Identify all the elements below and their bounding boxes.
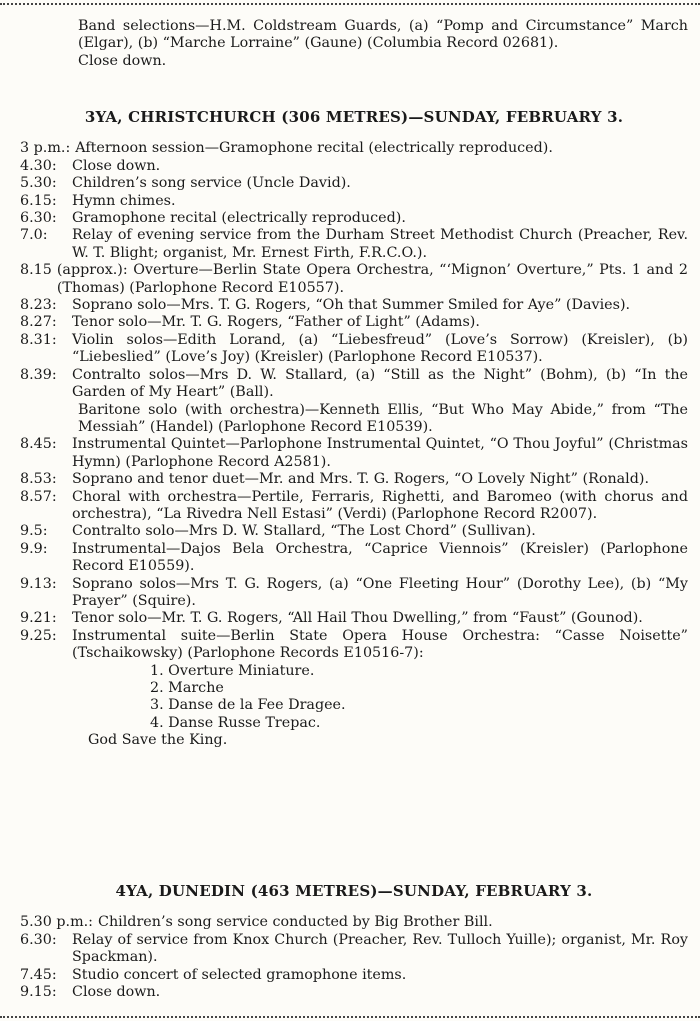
entry-text: Close down. — [72, 984, 161, 1001]
entry-text: Instrumental Quintet—Parlophone Instrumental Quintet, “O Thou Joyful” (Christmas Hymn) (Parlophone Record A2581). — [72, 436, 688, 470]
list-item — [20, 314, 688, 331]
entry-text: Choral with orchestra—Pertile, Ferraris, Righetti, and Baromeo (with chorus and orchestra), “La Rivedra Nell Estasi” (Verdi) (Parlophone Record R2007). — [72, 488, 688, 522]
list-item — [20, 436, 688, 471]
entry-time: 5.30: — [20, 175, 57, 192]
entry-text: Studio concert of selected gramophone items. — [72, 966, 407, 983]
list-item — [20, 967, 688, 984]
list-item — [20, 914, 688, 931]
top-dotted-rule — [0, 3, 700, 5]
entry-time: 7.0: — [20, 227, 48, 244]
entry-text: Afternoon session—Gramophone recital (electrically reproduced). — [75, 140, 553, 157]
top-block — [20, 18, 688, 70]
entry-text: Hymn chimes. — [72, 192, 176, 209]
entry-time: 9.13: — [20, 575, 57, 592]
entry-time: 6.30: — [20, 931, 57, 948]
entry-time: 8.27: — [20, 314, 57, 331]
list-item — [20, 628, 688, 663]
entry-time: 8.23: — [20, 297, 57, 314]
list-item — [20, 541, 688, 576]
suite-item: 1. Overture Miniature. — [150, 662, 315, 679]
entry-text: Tenor solo—Mr. T. G. Rogers, “All Hail Thou Dwelling,” from “Faust” (Gounod). — [72, 610, 643, 627]
entry-time: 9.21: — [20, 610, 57, 627]
suite-item: 3. Danse de la Fee Dragee. — [150, 697, 346, 714]
entry-text: Soprano and tenor duet—Mr. and Mrs. T. G. Rogers, “O Lovely Night” (Ronald). — [72, 471, 650, 488]
entry-time: 8.53: — [20, 471, 57, 488]
list-item — [20, 227, 688, 262]
entry-time: 8.15 — [20, 262, 52, 279]
entry-time: 7.45: — [20, 966, 57, 983]
entry-time: 6.15: — [20, 192, 57, 209]
list-item — [20, 140, 688, 157]
entry-text: Children’s song service (Uncle David). — [72, 175, 351, 192]
list-item — [20, 610, 688, 627]
list-item — [20, 297, 688, 314]
entry-text: Instrumental suite—Berlin State Opera House Orchestra: “Casse Noisette” (Tschaikowsky) (Parlophone Records E10516-7): — [72, 627, 688, 662]
entry-time: 8.45: — [20, 436, 57, 453]
list-item — [20, 332, 688, 367]
entry-time: 9.25: — [20, 627, 57, 644]
entry-time: 3 p.m.: — [20, 140, 71, 157]
dunedin-heading: 4YA, DUNEDIN (463 METRES)—SUNDAY, FEBRUARY 3. — [115, 882, 593, 900]
entry-text: Gramophone recital (electrically reproduced). — [72, 210, 406, 227]
entry-text: Children’s song service conducted by Big Brother Bill. — [98, 914, 493, 931]
entry-time: 8.31: — [20, 331, 57, 348]
dunedin-section — [20, 883, 688, 1001]
band-selections: Band selections—H.M. Coldstream Guards, (a) “Pomp and Circumstance” March (Elgar), (b) “Marche Lorraine” (Gaune) (Columbia Record 02681). — [78, 18, 688, 52]
list-item — [20, 175, 688, 192]
list-item — [20, 262, 688, 297]
christchurch-heading: 3YA, CHRISTCHURCH (306 METRES)—SUNDAY, FEBRUARY 3. — [84, 108, 624, 126]
entry-text: Relay of evening service from the Durham Street Methodist Church (Preacher, Rev. W. T. Blight; organist, Mr. Ernest Firth, F.R.C.O.). — [72, 227, 688, 261]
bottom-dotted-rule — [0, 1016, 700, 1018]
entry-time: 9.15: — [20, 984, 57, 1001]
entry-time: 8.57: — [20, 488, 57, 505]
entry-text: Violin solos—Edith Lorand, (a) “Liebesfreud” (Love’s Sorrow) (Kreisler), (b) “Liebeslied” (Love’s Joy) (Kreisler) (Parlophone Record E10537). — [72, 331, 688, 366]
entry-text: Soprano solo—Mrs. T. G. Rogers, “Oh that Summer Smiled for Aye” (Davies). — [72, 297, 631, 314]
entry-time: 5.30 p.m.: — [20, 914, 93, 931]
close-down: Close down. — [78, 52, 167, 69]
entry-time: 8.39: — [20, 366, 57, 383]
entry-text: Soprano solos—Mrs T. G. Rogers, (a) “One Fleeting Hour” (Dorothy Lee), (b) “My Prayer” (Squire). — [72, 575, 688, 609]
entry-time: 9.5: — [20, 523, 48, 540]
list-item — [20, 984, 688, 1001]
list-item — [20, 489, 688, 524]
entry-text: Contralto solo—Mrs D. W. Stallard, “The Lost Chord” (Sullivan). — [72, 523, 536, 540]
entry-text: Contralto solos—Mrs D. W. Stallard, (a) “Still as the Night” (Bohm), (b) “In the Garden of My Heart” (Ball). — [72, 366, 688, 401]
entry-text: Relay of service from Knox Church (Preacher, Rev. Tulloch Yuille); organist, Mr. Roy Spackman). — [72, 931, 688, 966]
list-item — [20, 576, 688, 611]
list-item — [20, 932, 688, 967]
suite-item: 4. Danse Russe Trepac. — [150, 714, 321, 731]
list-item — [20, 523, 688, 540]
entry-text: (approx.): Overture—Berlin State Opera Orchestra, “‘Mignon’ Overture,” Pts. 1 and 2 (Thomas) (Parlophone Record E10557). — [56, 262, 688, 296]
list-item — [20, 367, 688, 402]
list-item — [20, 193, 688, 210]
entry-time: 6.30: — [20, 210, 57, 227]
god-save-the-king: God Save the King. — [88, 732, 228, 749]
entry-text: Close down. — [72, 157, 161, 174]
list-item — [20, 210, 688, 227]
entry-text: Instrumental—Dajos Bela Orchestra, “Caprice Viennois” (Kreisler) (Parlophone Record E10559). — [72, 540, 688, 575]
baritone-solo: Baritone solo (with orchestra)—Kenneth Ellis, “But Who May Abide,” from “The Messiah” (Handel) (Parlophone Record E10539). — [78, 401, 688, 435]
entry-time: 9.9: — [20, 540, 48, 557]
christchurch-section — [20, 109, 688, 750]
entry-time: 4.30: — [20, 157, 57, 174]
list-item — [20, 158, 688, 175]
suite-item: 2. Marche — [150, 680, 224, 696]
entry-text: Tenor solo—Mr. T. G. Rogers, “Father of Light” (Adams). — [72, 314, 480, 331]
list-item — [20, 471, 688, 488]
